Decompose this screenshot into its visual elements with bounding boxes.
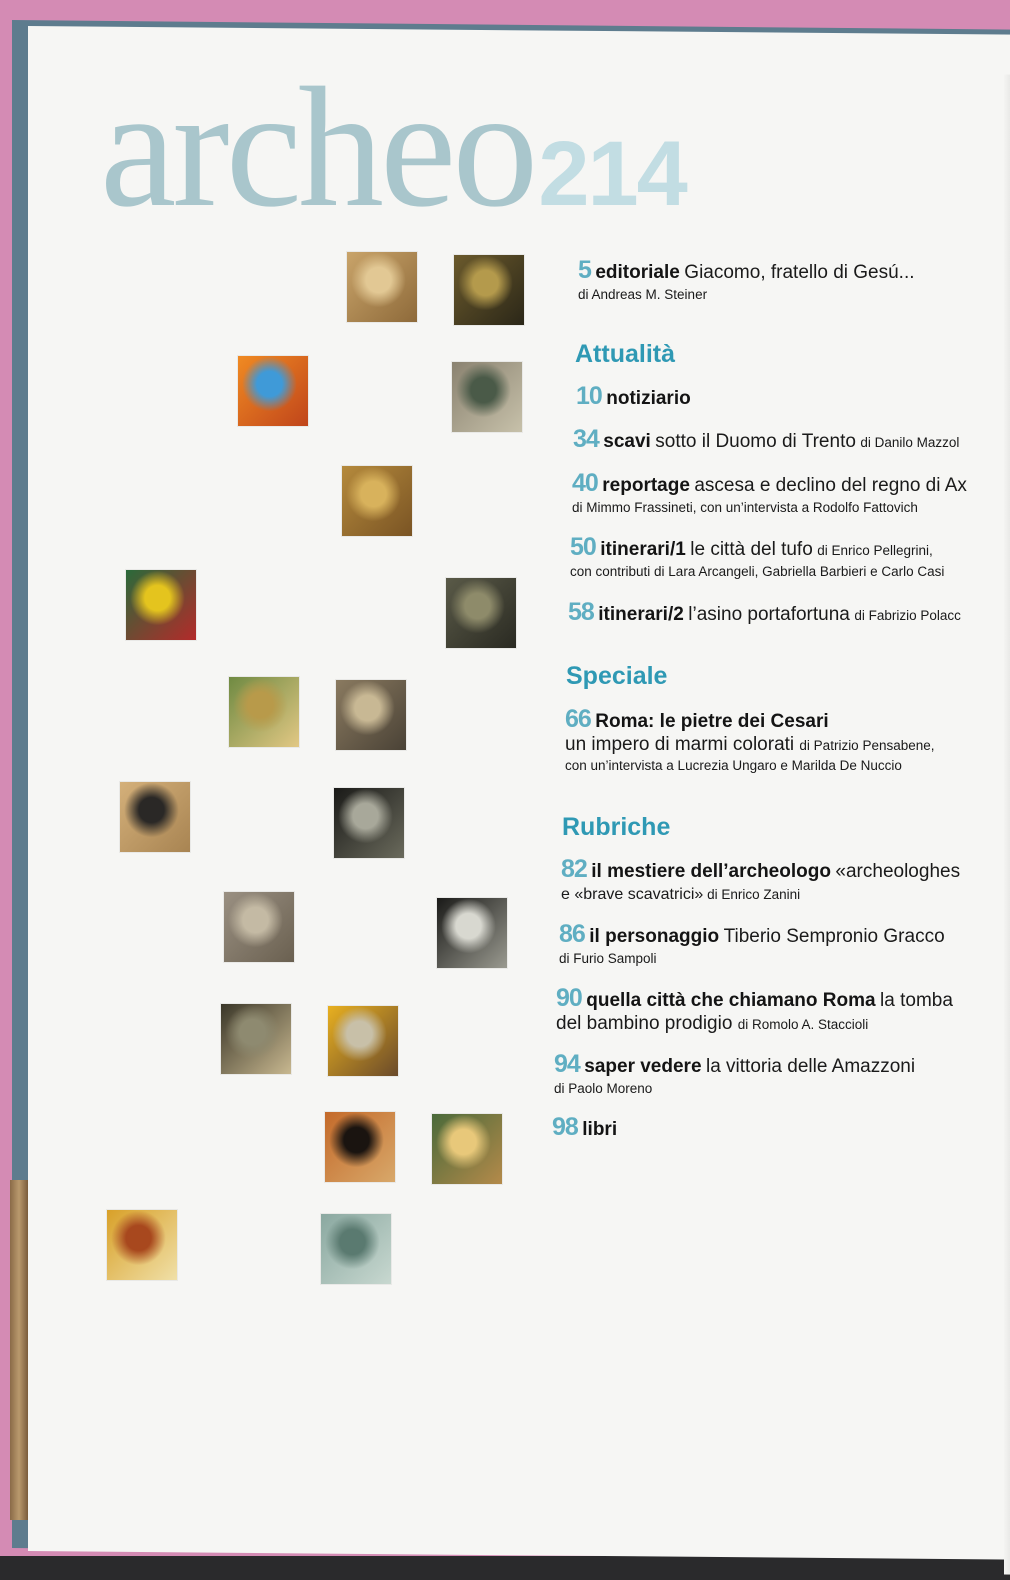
rubric-label: libri bbox=[582, 1119, 618, 1140]
thumbnail-ruined-building-image bbox=[336, 680, 406, 750]
thumbnail-wooden-cart-image bbox=[325, 1112, 395, 1182]
article-title: sotto il Duomo di Trento bbox=[655, 431, 856, 452]
page-number: 50 bbox=[570, 533, 596, 561]
thumbnail-stone-statue-field-image bbox=[229, 677, 299, 747]
byline: di Paolo Moreno bbox=[554, 1081, 653, 1096]
thumbnail-painted-woman-image bbox=[432, 1114, 502, 1184]
thumbnail-marble-portrait-profile-image bbox=[334, 788, 404, 858]
rubric-label: itinerari/1 bbox=[600, 539, 686, 560]
thumbnail-carved-hand-image bbox=[221, 1004, 291, 1074]
rubric-label: saper vedere bbox=[584, 1056, 702, 1077]
rubric-label: itinerari/2 bbox=[598, 604, 684, 625]
thumbnail-stone-blocks-image bbox=[224, 892, 294, 962]
thumbnail-costumed-figure-image bbox=[126, 570, 196, 640]
toc-entry-reportage[interactable] bbox=[572, 469, 967, 515]
article-title: la vittoria delle Amazzoni bbox=[705, 1056, 916, 1077]
byline: di Patrizio Pensabene, bbox=[799, 738, 935, 753]
page-number: 40 bbox=[572, 469, 598, 497]
rubric-label: Roma: le pietre dei Cesari bbox=[595, 711, 829, 732]
page-number: 5 bbox=[578, 256, 591, 284]
magazine-spine-edge bbox=[10, 1180, 28, 1520]
toc-entry-libri[interactable] bbox=[552, 1113, 617, 1142]
thumbnail-marble-head-image bbox=[437, 898, 507, 968]
byline: di Mimmo Frassineti, con un’intervista a Rodolfo Fattovich bbox=[572, 500, 918, 515]
article-title: le città del tufo bbox=[690, 539, 813, 560]
article-title: la tomba bbox=[880, 990, 953, 1011]
thumbnail-bonfire-cross-image bbox=[238, 356, 308, 426]
page-number: 86 bbox=[559, 920, 585, 948]
issue-number: 214 bbox=[538, 123, 686, 225]
contributors: con un’intervista a Lucrezia Ungaro e Marilda De Nuccio bbox=[565, 758, 902, 773]
article-title: un impero di marmi colorati bbox=[565, 734, 795, 755]
section-heading-speciale: Speciale bbox=[566, 662, 668, 690]
section-heading-attualita: Attualità bbox=[575, 340, 675, 368]
article-title: ascesa e declino del regno di Ax bbox=[694, 475, 967, 496]
page-number: 10 bbox=[576, 382, 602, 410]
article-title: l’asino portafortuna bbox=[688, 604, 850, 625]
article-subtitle-line bbox=[565, 734, 935, 756]
byline: di Enrico Zanini bbox=[707, 887, 801, 902]
page-number: 90 bbox=[556, 984, 582, 1012]
byline: di Enrico Pellegrini, bbox=[817, 543, 933, 558]
article-title: «archeologhes bbox=[835, 861, 961, 882]
rubric-label: scavi bbox=[603, 431, 651, 452]
byline: di Romolo A. Staccioli bbox=[737, 1017, 869, 1032]
toc-entry-citta-roma[interactable] bbox=[556, 984, 953, 1035]
thumbnail-carved-relief-bird-image bbox=[347, 252, 417, 322]
thumbnail-gold-face-mask-image bbox=[454, 255, 524, 325]
article-title-continued: e «brave scavatrici» bbox=[561, 886, 704, 903]
contributors: con contributi di Lara Arcangeli, Gabriella Barbieri e Carlo Casi bbox=[570, 564, 945, 579]
thumbnail-mosaic-floor-image bbox=[342, 466, 412, 536]
page-number: 82 bbox=[561, 855, 587, 883]
backdrop-surface bbox=[0, 1556, 1010, 1580]
toc-entry-mestiere-archeologo[interactable] bbox=[561, 855, 960, 904]
article-title: Tiberio Sempronio Gracco bbox=[723, 926, 945, 947]
masthead-title: archeo bbox=[100, 53, 535, 243]
byline: di Fabrizio Polacc bbox=[854, 608, 961, 623]
rubric-label: editoriale bbox=[595, 262, 680, 283]
toc-entry-editorial[interactable] bbox=[578, 256, 915, 302]
article-title-continued: del bambino prodigio bbox=[556, 1013, 733, 1034]
thumbnail-painted-fresco-detail-image bbox=[328, 1006, 398, 1076]
rubric-label: reportage bbox=[602, 475, 690, 496]
article-subtitle-line bbox=[561, 886, 960, 904]
rubric-label: quella città che chiamano Roma bbox=[586, 990, 876, 1011]
rubric-label: il mestiere dell’archeologo bbox=[591, 861, 831, 882]
toc-entry-scavi[interactable] bbox=[573, 425, 959, 454]
page-number: 66 bbox=[565, 705, 591, 733]
thumbnail-statue-eye-image bbox=[446, 578, 516, 648]
section-heading-rubriche: Rubriche bbox=[562, 813, 671, 841]
thumbnail-bronze-head-image bbox=[120, 782, 190, 852]
page-number: 58 bbox=[568, 598, 594, 626]
page-number: 98 bbox=[552, 1113, 578, 1141]
rubric-label: il personaggio bbox=[589, 926, 720, 947]
page-number: 94 bbox=[554, 1050, 580, 1078]
rubric-label: notiziario bbox=[606, 388, 691, 409]
toc-entry-saper-vedere[interactable] bbox=[554, 1050, 915, 1096]
masthead bbox=[100, 53, 686, 243]
article-subtitle-line bbox=[556, 1013, 953, 1035]
thumbnail-mosaic-bearded-man-image bbox=[107, 1210, 177, 1280]
toc-entry-itinerari-2[interactable] bbox=[568, 598, 961, 627]
article-title: Giacomo, fratello di Gesú... bbox=[684, 262, 915, 283]
page-number: 34 bbox=[573, 425, 599, 453]
toc-entry-notiziario[interactable] bbox=[576, 382, 691, 411]
byline: di Andreas M. Steiner bbox=[578, 287, 708, 302]
thumbnail-cathedral-facade-image bbox=[452, 362, 522, 432]
thumbnail-relief-sculpture-image bbox=[321, 1214, 391, 1284]
toc-entry-itinerari-1[interactable] bbox=[570, 533, 944, 579]
toc-entry-roma-pietre-cesari[interactable] bbox=[565, 705, 935, 773]
page-gutter bbox=[1004, 75, 1010, 1575]
toc-entry-personaggio[interactable] bbox=[559, 920, 945, 966]
byline: di Danilo Mazzol bbox=[860, 435, 960, 450]
byline: di Furio Sampoli bbox=[559, 951, 657, 966]
